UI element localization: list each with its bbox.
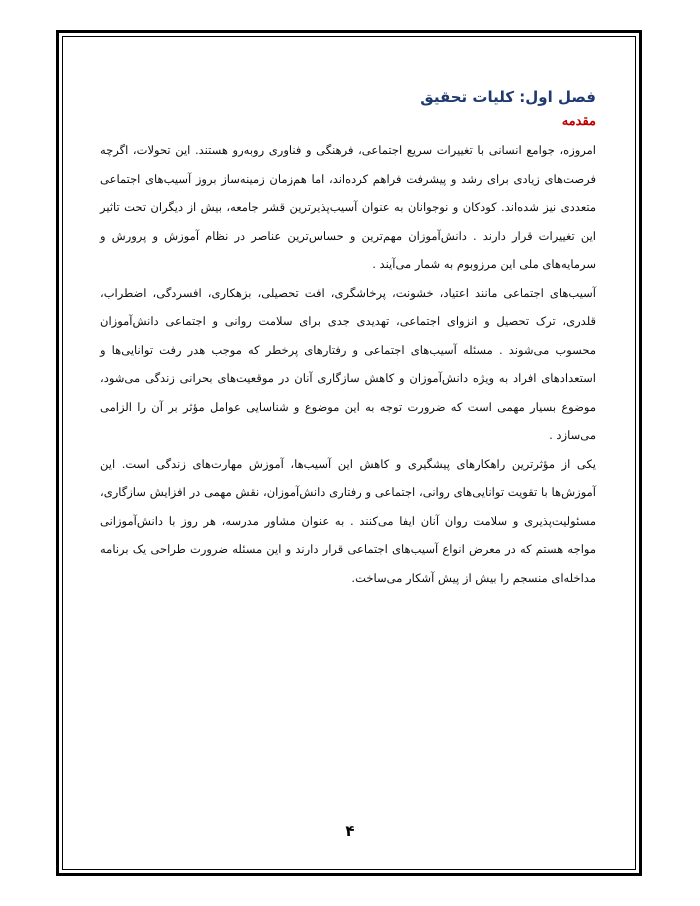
- document-body: [100, 80, 596, 592]
- chapter-title: فصل اول: کلیات تحقیق: [420, 88, 596, 106]
- section-title: مقدمه: [561, 114, 596, 129]
- paragraph-2: آسیب‌های اجتماعی مانند اعتیاد، خشونت، پرخاشگری، افت تحصیلی، بزهکاری، افسردگی، اضطراب، قلدری، ترک تحصیل و انزوای اجتماعی، تهدیدی جدی برای سلامت روانی و اجتماعی دانش‌آموزان محسوب می‌شوند . مسئله آسیب‌های اجتماعی و رفتارهای پرخطر که موجب هدر رفت توانایی‌ها و استعدادهای افراد به ویژه دانش‌آموزان و کاهش سازگاری آنان در موقعیت‌های بحرانی زندگی می‌شود، موضوع بسیار مهمی است که ضرورت توجه به این موضوع و شناسایی عوامل مؤثر بر آن را الزامی می‌سازد .: [100, 285, 596, 442]
- page-number: ۴: [345, 822, 355, 840]
- paragraph-1: امروزه، جوامع انسانی با تغییرات سریع اجتماعی، فرهنگی و فناوری روبه‌رو هستند. این تحولات، اگرچه فرصت‌های زیادی برای رشد و پیشرفت فراهم کرده‌اند، اما هم‌زمان زمینه‌ساز بروز آسیب‌های اجتماعی متعددی نیز شده‌اند. کودکان و نوجوانان به عنوان آسیب‌پذیرترین قشر جامعه، بیش از دیگران تحت تاثیر این تغییرات قرار دارند . دانش‌آموزان مهم‌ترین و حساس‌ترین عناصر در نظام آموزش و پرورش و سرمایه‌های ملی این مرزوبوم به شمار می‌آیند .: [100, 143, 596, 271]
- paragraph-3: یکی از مؤثرترین راهکارهای پیشگیری و کاهش این آسیب‌ها، آموزش مهارت‌های زندگی است. این آموزش‌ها با تقویت توانایی‌های روانی، اجتماعی و رفتاری دانش‌آموزان، نقش مهمی در افزایش سازگاری، مسئولیت‌پذیری و سلامت روان آنان ایفا می‌کنند . به عنوان مشاور مدرسه، هر روز با دانش‌آموزانی مواجه هستم که در معرض انواع آسیب‌های اجتماعی قرار دارند و این مسئله ضرورت طراحی یک برنامه مداخله‌ای منسجم را بیش از پیش آشکار می‌ساخت.: [100, 456, 596, 585]
